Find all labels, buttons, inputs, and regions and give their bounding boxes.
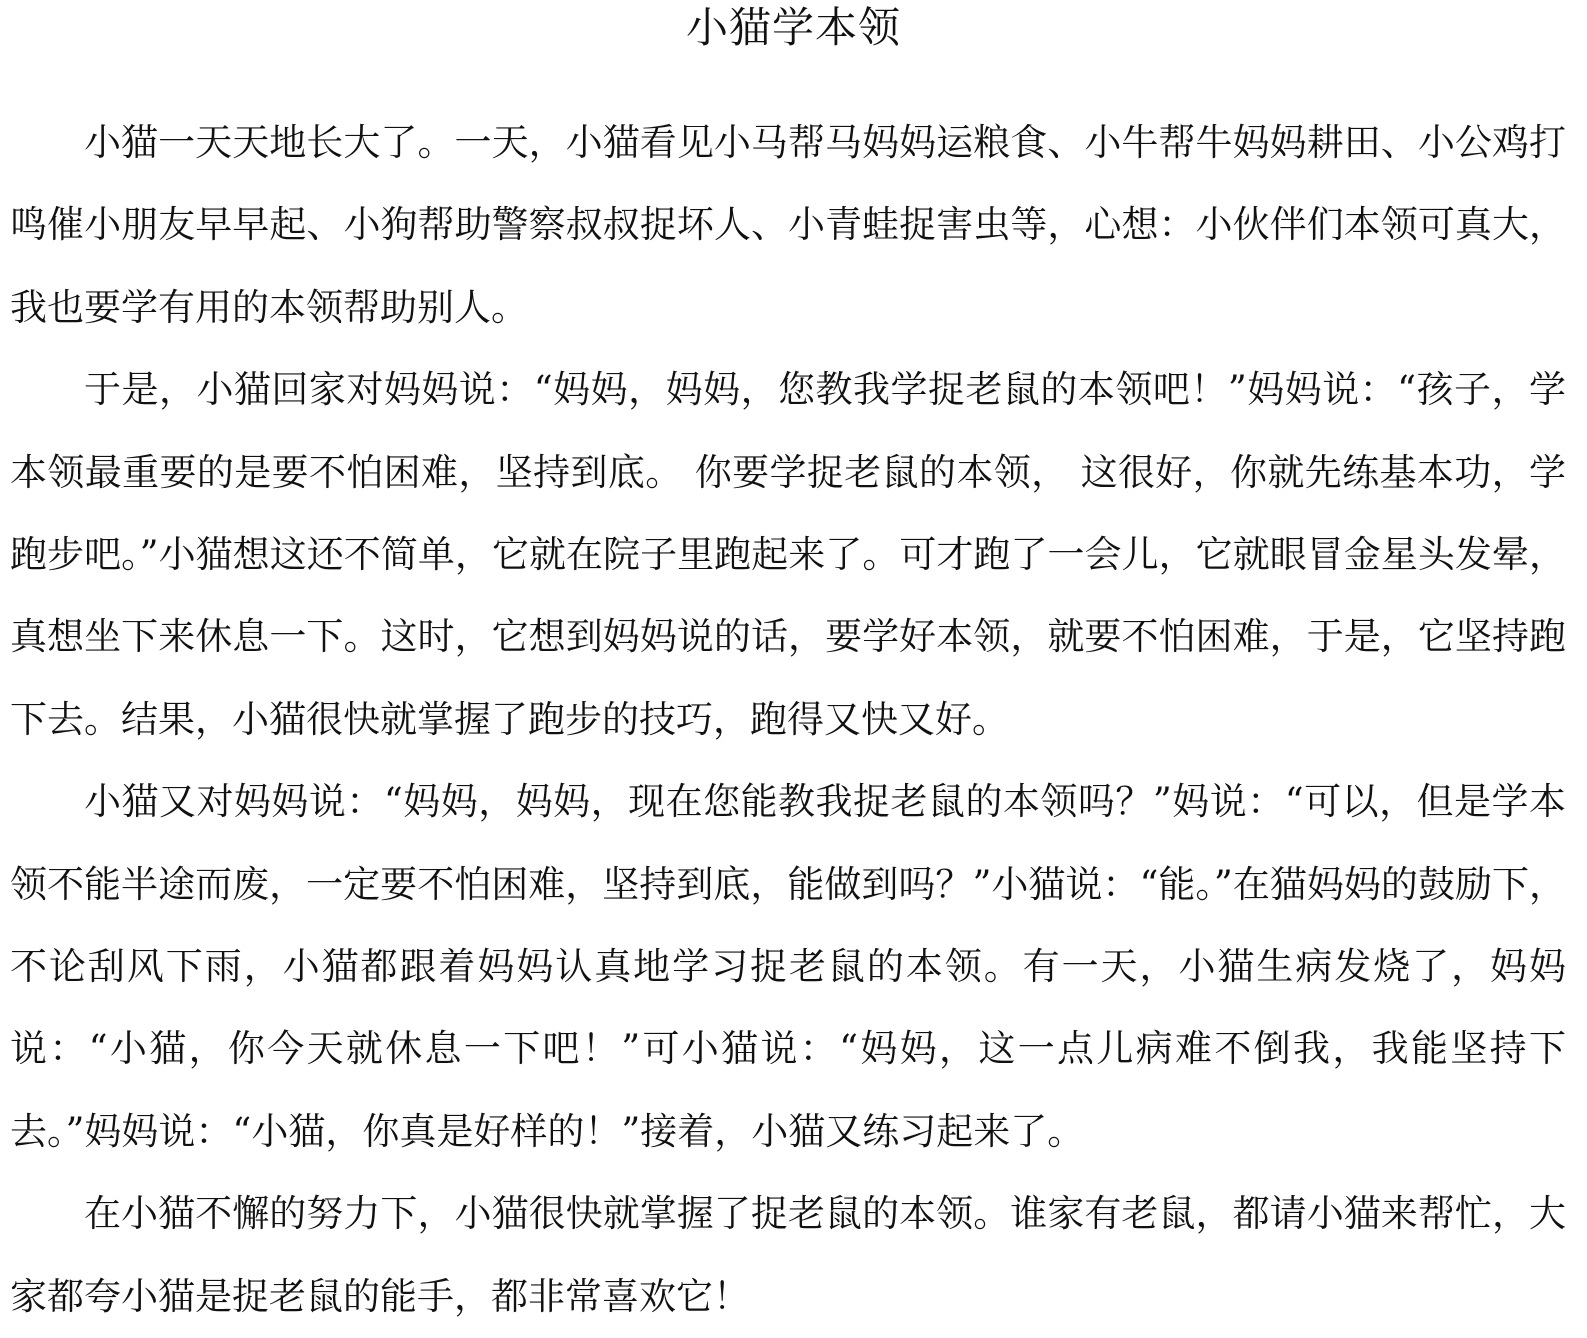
paragraph-3: 小猫又对妈妈说：“妈妈，妈妈，现在您能教我捉老鼠的本领吗？”妈说：“可以，但是学本领不能半途而废，一定要不怕困难，坚持到底，能做到吗？”小猫说：“能。”在猫妈妈的鼓励下，不论刮风下雨，小猫都跟着妈妈认真地学习捉老鼠的本领。有一天，小猫生病发烧了，妈妈说：“小猫，你今天就休息一下吧！”可小猫说：“妈妈，这一点儿病难不倒我，我能坚持下去。”妈妈说：“小猫，你真是好样的！”接着，小猫又练习起来了。	[10, 780, 1566, 1153]
document-title: 小猫学本领	[685, 3, 901, 52]
paragraph-2: 于是，小猫回家对妈妈说：“妈妈，妈妈，您教我学捉老鼠的本领吧！”妈妈说：“孩子，学本领最重要的是要不怕困难，坚持到底。 你要学捉老鼠的本领， 这很好，你就先练基本功，学跑步吧。”小猫想这还不简单，它就在院子里跑起来了。可才跑了一会儿，它就眼冒金星头发晕，真想坐下来休息一下。这时，它想到妈妈说的话，要学好本领，就要不怕困难，于是，它坚持跑下去。结果，小猫很快就掌握了跑步的技巧，跑得又快又好。	[10, 368, 1566, 741]
paragraph-4: 在小猫不懈的努力下，小猫很快就掌握了捉老鼠的本领。谁家有老鼠，都请小猫来帮忙，大家都夸小猫是捉老鼠的能手，都非常喜欢它！	[10, 1192, 1566, 1318]
paragraph-1: 小猫一天天地长大了。一天，小猫看见小马帮马妈妈运粮食、小牛帮牛妈妈耕田、小公鸡打鸣催小朋友早早起、小狗帮助警察叔叔捉坏人、小青蛙捉害虫等，心想：小伙伴们本领可真大，我也要学有用的本领帮助别人。	[10, 121, 1566, 329]
document-body	[10, 102, 1566, 1338]
